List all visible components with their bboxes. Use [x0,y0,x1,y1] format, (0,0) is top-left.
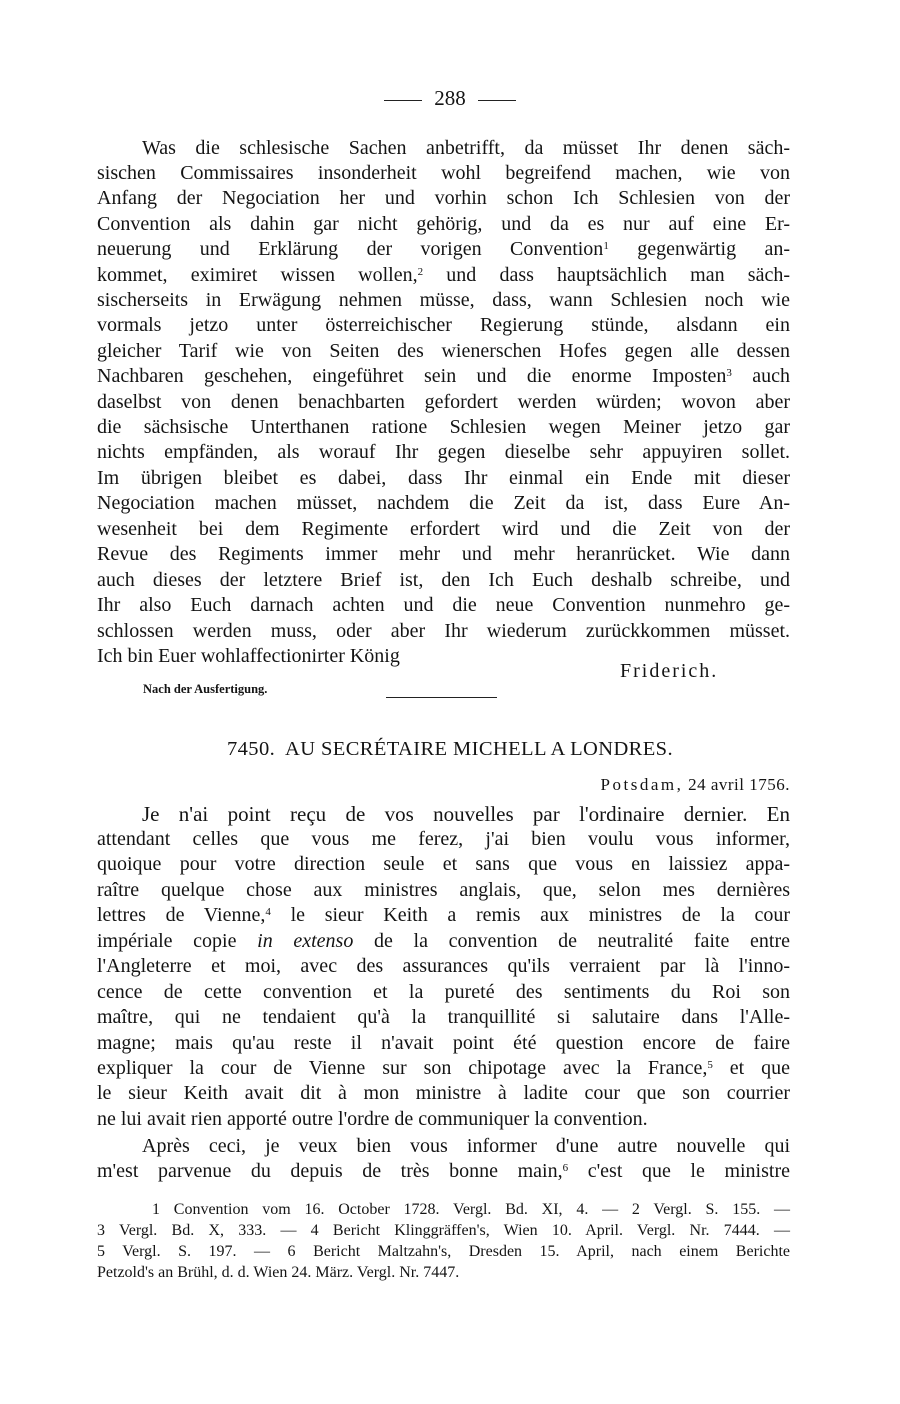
text-line: Ich bin Euer wohlaffectionirter König [97,645,400,667]
text-line: ne lui avait rien apporté outre l'ordre de communiquer la convention. [97,1108,648,1130]
text-segment: kommet, eximiret wissen wollen, [97,264,418,286]
text-line: nichts empfänden, als worauf Ihr gegen dieselbe sehr appuyiren sollet. [97,441,790,463]
footnote-line: 5 Vergl. S. 197. — 6 Bericht Maltzahn's, Dresden 15. April, nach einem Berichte [97,1243,790,1260]
page-number: 288 [434,86,466,110]
letter-title: AU SECRÉTAIRE MICHELL A LONDRES. [285,738,673,760]
page-header [0,86,900,111]
text-segment: impériale copie [97,930,237,952]
text-line: Revue des Regiments immer mehr und mehr heranrücket. Wie dann [97,543,790,565]
source-note: Nach der Ausfertigung. [143,682,268,696]
text-line: die sächsische Unterthanen ratione Schlesien wegen Meiner jetzo gar [97,416,790,438]
text-line [97,263,790,288]
text-segment: auch [752,365,790,387]
letter-date: 24 avril 1756. [688,775,790,794]
text-segment: expliquer la cour de Vienne sur son chipotage avec la France, [97,1057,708,1079]
footnote-line: Petzold's an Brühl, d. d. Wien 24. März. Vergl. Nr. 7447. [97,1264,460,1281]
text-line: magne; mais qu'au reste il n'avait point été question encore de faire [97,1032,790,1054]
text-segment: und dass hauptsächlich man säch- [446,264,790,286]
footnote-marker: 1 [603,240,609,252]
text-line: cence de cette convention et la pureté des sentiments du Roi son [97,981,790,1003]
text-line: Im übrigen bleibet es dabei, dass Ihr einmal ein Ende mit dieser [97,467,790,489]
text-line: quoique pour votre direction seule et sans que vous en laissiez appa- [97,853,790,875]
footnote-line: 3 Vergl. Bd. X, 333. — 4 Bericht Klinggräffen's, Wien 10. April. Vergl. Nr. 7444. — [97,1222,790,1239]
text-segment: gegenwärtig an- [637,238,790,260]
text-line: Was die schlesische Sachen anbetrifft, da müsset Ihr denen säch- [142,137,790,159]
footnote-marker: 4 [265,906,271,918]
text-line: gleicher Tarif wie von Seiten des wienerschen Hofes gegen alle dessen [97,340,790,362]
text-line: schlossen werden muss, oder aber Ihr wiederum zurückkommen müsset. [97,620,790,642]
text-line: l'Angleterre et moi, avec des assurances qu'ils verraient par là l'inno- [97,955,790,977]
text-segment: le sieur Keith a remis aux ministres de la cour [290,904,791,926]
text-line: attendant celles que vous me ferez, j'ai bien voulu vous informer, [97,828,790,850]
text-segment: Nachbaren geschehen, eingeführet sein und die enorme Imposten [97,365,727,387]
text-line [97,364,790,389]
text-segment: et que [729,1057,791,1079]
text-segment: c'est que le ministre [587,1160,790,1182]
text-segment: m'est parvenue du depuis de très bonne main, [97,1160,563,1182]
footnote-marker: 3 [726,367,732,379]
text-line [97,1159,790,1184]
text-line: Je n'ai point reçu de vos nouvelles par l'ordinaire dernier. En [142,802,790,826]
signature: Friderich. [620,660,719,682]
footnote-marker: 6 [562,1162,569,1174]
text-line: Convention als dahin gar nicht gehörig, und da es nur auf eine Er- [97,213,790,235]
text-line: auch dieses der letztere Brief ist, den Ich Euch deshalb schreibe, und [97,569,790,591]
text-line [97,929,790,954]
footnote-marker: 5 [707,1059,713,1071]
text-line [97,1056,790,1081]
letter-heading [0,738,900,761]
text-line: sischerseits in Erwägung nehmen müsse, dass, wann Schlesien noch wie [97,289,790,311]
place-date [520,775,790,795]
text-line [97,237,790,262]
text-line: sischen Commissaires insonderheit wohl begreifend machen, wie von [97,162,790,184]
text-line: daselbst von denen benachbarten gefordert werden würden; wovon aber [97,391,790,413]
header-rule-left [384,100,422,101]
text-line: raître quelque chose aux ministres anglais, que, selon mes dernières [97,879,790,901]
text-segment: lettres de Vienne, [97,904,266,926]
section-divider [386,697,497,698]
text-line: vormals jetzo unter österreichischer Regierung stünde, alsdann ein [97,314,790,336]
text-line: Anfang der Negociation her und vorhin schon Ich Schlesien von der [97,187,790,209]
letter-number: 7450. [227,738,276,760]
footnote-marker: 2 [417,266,424,278]
text-line: maître, qui ne tendaient qu'à la tranquillité si salutaire dans l'Alle- [97,1006,790,1028]
italic-segment: in extenso [257,930,354,952]
text-line [97,903,790,928]
text-segment: de la convention de neutralité faite entre [373,930,790,952]
header-rule-right [478,100,516,101]
text-segment: neuerung und Erklärung der vorigen Convention [97,238,604,260]
footnote-line: 1 Convention vom 16. October 1728. Vergl. Bd. XI, 4. — 2 Vergl. S. 155. — [152,1201,790,1218]
text-line: Ihr also Euch darnach achten und die neue Convention nunmehro ge- [97,594,790,616]
text-line: Après ceci, je veux bien vous informer d'une autre nouvelle qui [142,1135,790,1157]
letter-place: Potsdam, [600,775,684,794]
text-line: le sieur Keith avait dit à mon ministre à ladite cour que son courrier [97,1082,790,1104]
text-line: wesenheit bei dem Regimente erfordert wird und die Zeit von der [97,518,790,540]
text-line: Negociation machen müsset, nachdem die Zeit da ist, dass Eure An- [97,492,790,514]
